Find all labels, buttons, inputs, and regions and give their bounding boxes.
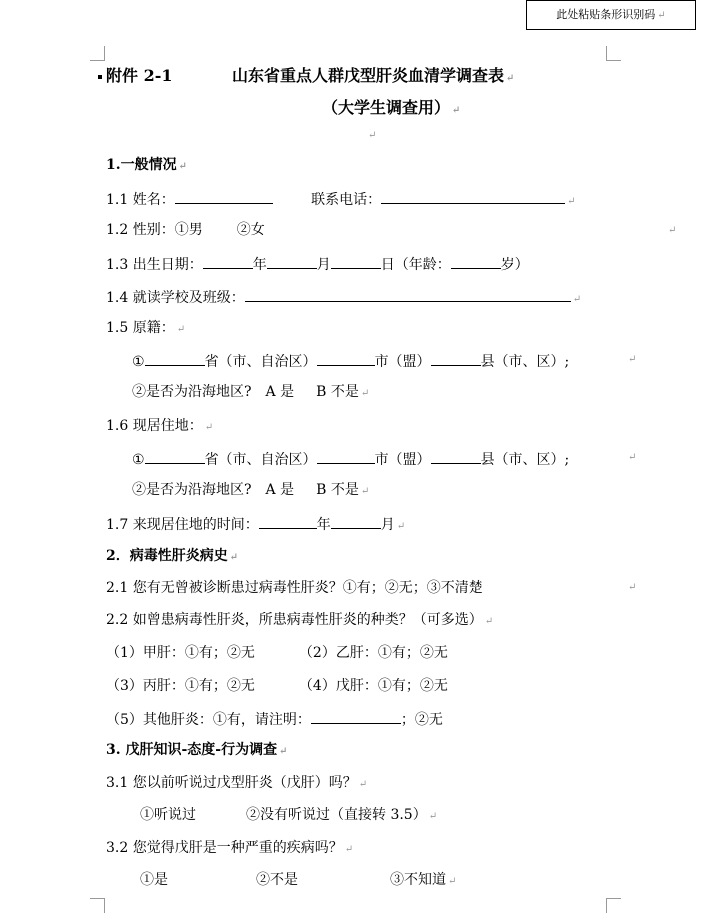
attachment-label: 附件 2-1 <box>98 66 172 86</box>
residence-month-field[interactable] <box>331 513 381 529</box>
origin-province-field[interactable] <box>145 350 205 366</box>
birth-day-field[interactable] <box>331 253 381 269</box>
section-heading-hepatitis-history: 2．病毒性肝炎病史 ↵ <box>106 548 239 564</box>
residence-county-field[interactable] <box>431 448 481 464</box>
origin-address: ① 省（市、自治区） 市（盟） 县（市、区）; <box>132 350 569 370</box>
origin-coastal: ②是否为沿海地区? A 是 B 不是 ↵ <box>132 384 370 400</box>
answers-heard-hepatitis-e: ①听说过 ②没有听说过（直接转 3.5） ↵ <box>140 807 438 823</box>
page-title: 山东省重点人群戊型肝炎血清学调查表 ↵ <box>232 66 515 85</box>
answers-hepatitis-e-serious: ①是 ②不是 ③不知道 ↵ <box>140 872 457 888</box>
question-heard-hepatitis-e: 3.1 您以前听说过戊型肝炎（戊肝）吗？ ↵ <box>106 775 368 791</box>
age-field[interactable] <box>451 253 501 269</box>
question-school-class: 1.4 就读学校及班级： ↵ <box>106 286 581 306</box>
page-corner-mark <box>606 898 621 913</box>
hepatitis-other-field[interactable] <box>311 708 401 724</box>
residence-coastal: ②是否为沿海地区? A 是 B 不是 ↵ <box>132 482 370 498</box>
residence-city-field[interactable] <box>317 448 375 464</box>
question-origin: 1.5 原籍： ↵ <box>106 320 186 336</box>
origin-city-field[interactable] <box>317 350 375 366</box>
barcode-label-box: 此处粘贴条形识别码 ↵ <box>526 0 696 30</box>
question-residence-time: 1.7 来现居住地的时间： 年 月 ↵ <box>106 513 405 533</box>
residence-province-field[interactable] <box>145 448 205 464</box>
hepatitis-a-b-row: （1）甲肝：①有；②无 （2）乙肝：①有；②无 <box>106 645 448 661</box>
question-gender: 1.2 性别：①男 ②女 <box>106 222 265 238</box>
page-corner-mark <box>90 46 105 61</box>
hepatitis-other-row: （5）其他肝炎：①有，请注明： ；②无 <box>106 708 443 728</box>
page-corner-mark <box>90 898 105 913</box>
bullet-icon <box>98 75 102 79</box>
section-heading-kap: 3. 戊肝知识-态度-行为调查 ↵ <box>106 742 288 758</box>
question-hepatitis-diagnosed: 2.1 您有无曾被诊断患过病毒性肝炎？①有；②无；③不清楚 <box>106 580 483 596</box>
origin-county-field[interactable] <box>431 350 481 366</box>
question-residence: 1.6 现居住地： ↵ <box>106 418 214 434</box>
page-corner-mark <box>606 46 621 61</box>
residence-address: ① 省（市、自治区） 市（盟） 县（市、区）; <box>132 448 569 468</box>
barcode-label: 此处粘贴条形识别码 <box>556 8 656 21</box>
section-heading-general: 1.一般情况 ↵ <box>106 157 188 173</box>
hepatitis-c-e-row: （3）丙肝：①有；②无 （4）戊肝：①有；②无 <box>106 678 448 694</box>
birth-month-field[interactable] <box>267 253 317 269</box>
question-hepatitis-e-serious: 3.2 您觉得戊肝是一种严重的疾病吗？ ↵ <box>106 840 354 856</box>
page-subtitle: （大学生调查用） ↵ <box>322 98 461 117</box>
school-class-field[interactable] <box>245 286 571 302</box>
name-field[interactable] <box>175 188 273 204</box>
question-hepatitis-types: 2.2 如曾患病毒性肝炎，所患病毒性肝炎的种类？（可多选） ↵ <box>106 612 494 628</box>
question-name-phone: 1.1 姓名： 联系电话： ↵ <box>106 188 576 208</box>
residence-year-field[interactable] <box>259 513 317 529</box>
phone-field[interactable] <box>381 188 565 204</box>
question-birthdate: 1.3 出生日期： 年 月 日（年龄： 岁） <box>106 253 529 273</box>
birth-year-field[interactable] <box>203 253 253 269</box>
